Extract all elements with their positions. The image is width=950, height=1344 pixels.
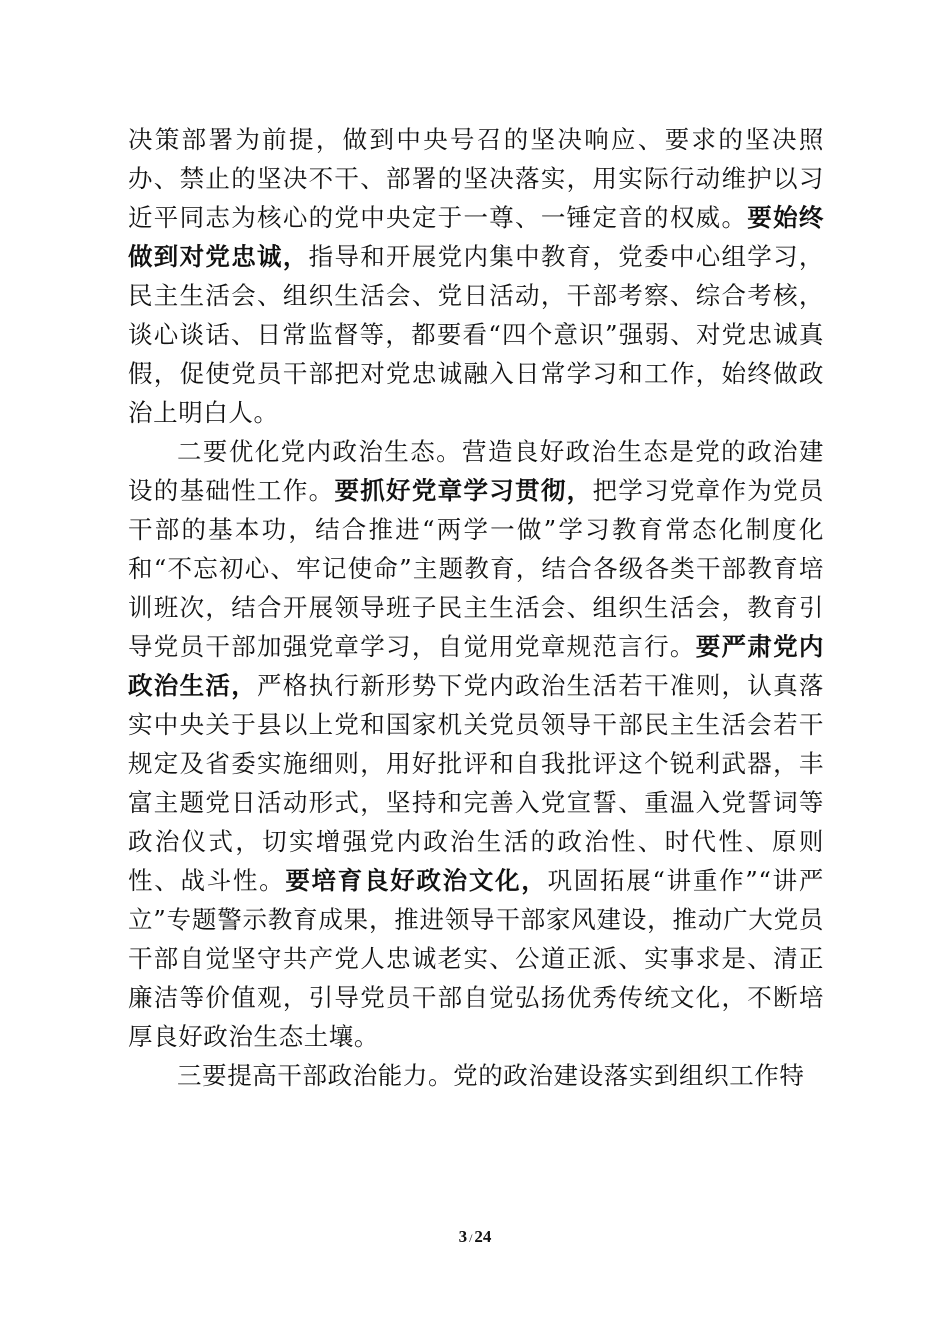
text-run: 巩固拓展“讲重作”“讲严立”专题警示教育成果，推进领导干部家风建设，推动广大党员干部自觉坚守共产党人忠诚老实、公道正派、实事求是、清正廉洁等价值观，引导党员干部自觉弘扬优秀传统文化，不断培厚良好政治生态土壤。: [128, 866, 825, 1051]
page-total: 24: [474, 1227, 492, 1246]
page-number: [0, 1227, 950, 1247]
paragraph: [128, 120, 824, 432]
bold-phrase: 要始终做到对党忠诚，: [128, 203, 824, 271]
text-run: 二要优化党内政治生态。营造良好政治生态是党的政治建设的基础性工作。: [128, 437, 824, 505]
bold-phrase: 要培育良好政治文化，: [285, 866, 548, 895]
text-run: 指导和开展党内集中教育，党委中心组学习，民主生活会、组织生活会、党日活动，干部考察、综合考核，谈心谈话、日常监督等，都要看“四个意识”强弱、对党忠诚真假，促使党员干部把对党忠诚融入日常学习和工作，始终做政治上明白人。: [128, 242, 825, 427]
body-text: [128, 120, 824, 1095]
text-run: 决策部署为前提，做到中央号召的坚决响应、要求的坚决照办、禁止的坚决不干、部署的坚决落实，用实际行动维护以习近平同志为核心的党中央定于一尊、一锤定音的权威。: [128, 125, 824, 232]
paragraph: [128, 432, 824, 1056]
page-current: 3: [458, 1227, 468, 1246]
bold-phrase: 要抓好党章学习贯彻，: [334, 476, 593, 505]
paragraph: [128, 1056, 824, 1095]
text-run: 把学习党章作为党员干部的基本功，结合推进“两学一做”学习教育常态化制度化和“不忘初心、牢记使命”主题教育，结合各级各类干部教育培训班次，结合开展领导班子民主生活会、组织生活会，教育引导党员干部加强党章学习，自觉用党章规范言行。: [128, 476, 824, 661]
text-run: 严格执行新形势下党内政治生活若干准则，认真落实中央关于县以上党和国家机关党员领导干部民主生活会若干规定及省委实施细则，用好批评和自我批评这个锐利武器，丰富主题党日活动形式，坚持和完善入党宣誓、重温入党誓词等政治仪式，切实增强党内政治生活的政治性、时代性、原则性、战斗性。: [128, 671, 825, 895]
bold-phrase: 要严肃党内政治生活，: [128, 632, 825, 700]
text-run: 三要提高干部政治能力。党的政治建设落实到组织工作特: [177, 1061, 805, 1090]
page-separator: /: [469, 1231, 473, 1245]
